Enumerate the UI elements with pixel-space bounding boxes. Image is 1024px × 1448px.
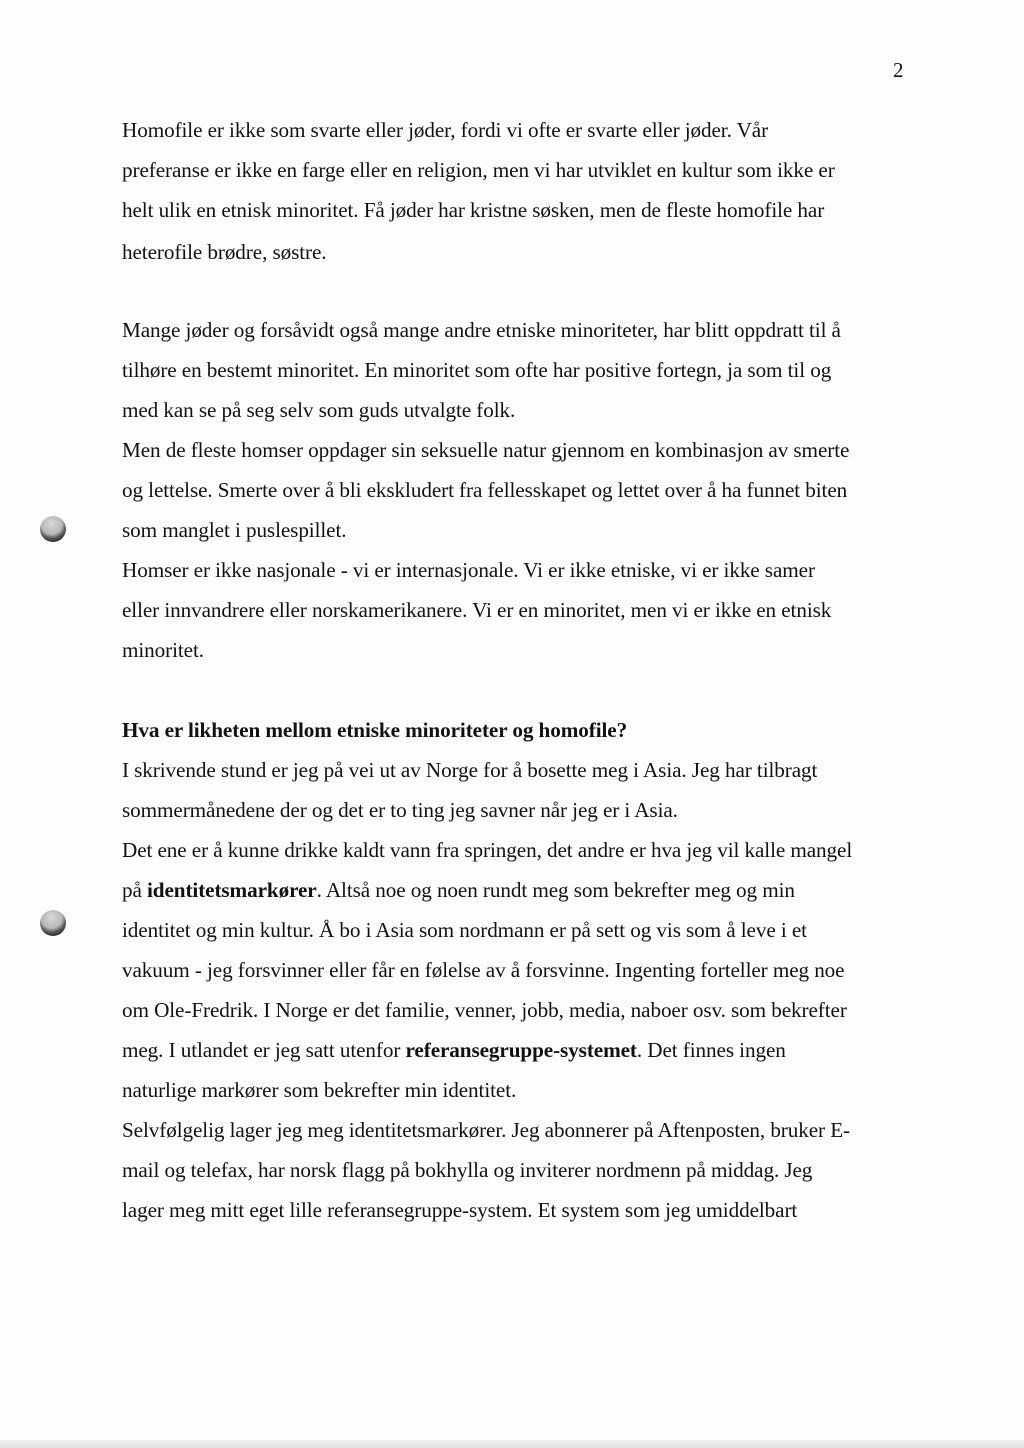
text-line: naturlige markører som bekrefter min identitet. [122, 1078, 517, 1102]
text-segment: . Det finnes ingen [636, 1038, 786, 1062]
text-line: Mange jøder og forsåvidt også mange andre etniske minoriteter, har blitt oppdratt til å [122, 318, 841, 342]
page-number: 2 [893, 58, 904, 82]
text-line: helt ulik en etnisk minoritet. Få jøder har kristne søsken, men de fleste homofile har [122, 198, 825, 222]
text-line: mail og telefax, har norsk flagg på bokhylla og inviterer nordmenn på middag. Jeg [122, 1158, 813, 1182]
text-line: preferanse er ikke en farge eller en religion, men vi har utviklet en kultur som ikke er [122, 158, 835, 182]
bold-term: referansegruppe-systemet [405, 1038, 637, 1062]
text-line: lager meg mitt eget lille referansegruppe-system. Et system som jeg umiddelbart [122, 1198, 798, 1222]
scan-bottom-edge [0, 1440, 1024, 1448]
text-line: Det ene er å kunne drikke kaldt vann fra springen, det andre er hva jeg vil kalle mangel [122, 838, 853, 862]
text-line: I skrivende stund er jeg på vei ut av Norge for å bosette meg i Asia. Jeg har tilbragt [122, 758, 818, 782]
text-line: vakuum - jeg forsvinner eller får en følelse av å forsvinne. Ingenting forteller meg noe [122, 958, 845, 982]
text-line: Homser er ikke nasjonale - vi er internasjonale. Vi er ikke etniske, vi er ikke samer [122, 558, 815, 582]
text-line: som manglet i puslespillet. [122, 518, 347, 542]
punch-hole-icon [40, 910, 66, 936]
text-line: heterofile brødre, søstre. [122, 240, 327, 264]
text-line: eller innvandrere eller norskamerikanere. Vi er en minoritet, men vi er ikke en etnisk [122, 598, 832, 622]
text-line: med kan se på seg selv som guds utvalgte folk. [122, 398, 516, 422]
text-line [122, 1038, 786, 1062]
punch-hole-icon [40, 516, 66, 542]
text-line [122, 878, 795, 902]
text-line: identitet og min kultur. Å bo i Asia som nordmann er på sett og vis som å leve i et [122, 918, 807, 942]
bold-term: identitetsmarkører [147, 878, 317, 902]
text-line: Men de fleste homser oppdager sin seksuelle natur gjennom en kombinasjon av smerte [122, 438, 850, 462]
text-segment: meg. I utlandet er jeg satt utenfor [122, 1038, 406, 1062]
text-line: Homofile er ikke som svarte eller jøder, fordi vi ofte er svarte eller jøder. Vår [122, 118, 769, 142]
text-line: Selvfølgelig lager jeg meg identitetsmarkører. Jeg abonnerer på Aftenposten, bruker E- [122, 1118, 851, 1142]
text-line: og lettelse. Smerte over å bli ekskludert fra fellesskapet og lettet over å ha funnet biten [122, 478, 848, 502]
section-heading: Hva er likheten mellom etniske minoriteter og homofile? [122, 718, 628, 742]
text-line: sommermånedene der og det er to ting jeg savner når jeg er i Asia. [122, 798, 678, 822]
text-segment: på [122, 878, 147, 902]
text-line: tilhøre en bestemt minoritet. En minoritet som ofte har positive fortegn, ja som til og [122, 358, 832, 382]
text-segment: . Altså noe og noen rundt meg som bekrefter meg og min [316, 878, 795, 902]
text-line: om Ole-Fredrik. I Norge er det familie, venner, jobb, media, naboer osv. som bekrefter [122, 998, 847, 1022]
text-line: minoritet. [122, 638, 204, 662]
